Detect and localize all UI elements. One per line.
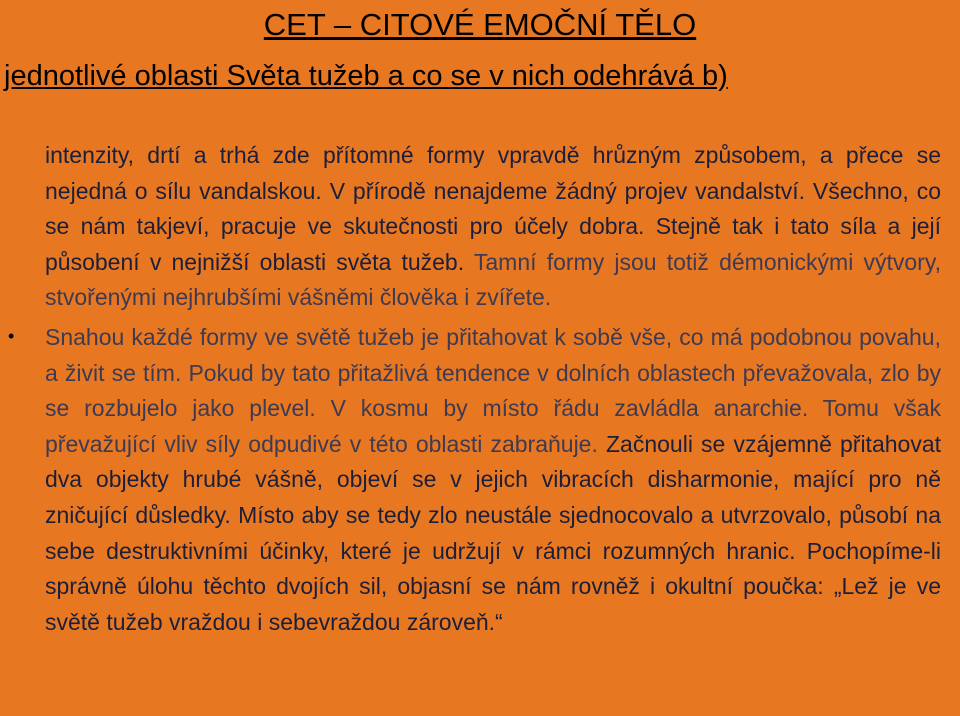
paragraph-text-part-a: intenzity, drtí a trhá zde přítomné formy vpravdě hrůzným způsobem, a přece se nejedná o sílu vandalskou. V přírodě nenajdeme žádný projev vandalství. Všechno, co se nám takjeví, pracuje ve skutečnosti pro účely dobra. Stejně tak i tato síla a její působení v nejnižší oblasti světa tužeb. [45, 142, 941, 275]
paragraph-text-part-b: Tamní formy jsou totiž démonickými výtvory, stvořenými nejhrubšími vášněmi člověka i zvířete. [45, 248, 941, 311]
paragraph-continuation [45, 138, 941, 316]
page-subtitle: jednotlivé oblasti Světa tužeb a co se v nich odehrává b) [4, 60, 728, 92]
bullet-item [8, 320, 942, 640]
bullet-text-part-b: Pokud by tato přitažlivá tendence v dolních oblastech převažovala, zlo by se rozbujelo jako plevel. V kosmu by místo řádu zavládla anarchie. Tomu však převažující vliv síly odpudivé v této oblasti zabraňuje. [45, 359, 941, 457]
bullet-text-part-d: Místo aby se tedy zlo neustále sjednocovalo a utvrzovalo, působí na sebe destruktivními účinky, které je udržují v rámci rozumných hranic. [45, 501, 942, 564]
bullet-text-part-a: Snahou každé formy ve světě tužeb je přitahovat k sobě vše, co má podobnou povahu, a živit se tím. [45, 323, 941, 386]
bullet-icon: • [8, 325, 15, 346]
bullet-text-part-e: Pochopíme-li správně úlohu těchto dvojích sil, objasní se nám rovněž i okultní poučka: „Lež je ve světě tužeb vraždou i sebevraždou zároveň.“ [45, 537, 941, 635]
slide-content [8, 138, 942, 640]
page-title: CET – CITOVÉ EMOČNÍ TĚLO [263, 7, 697, 42]
bullet-text-part-c: Začnouli se vzájemně přitahovat dva objekty hrubé vášně, objeví se v jejich vibracích disharmonie, mající pro ně zničující důsledky. [45, 430, 942, 528]
bullet-text [45, 320, 941, 640]
